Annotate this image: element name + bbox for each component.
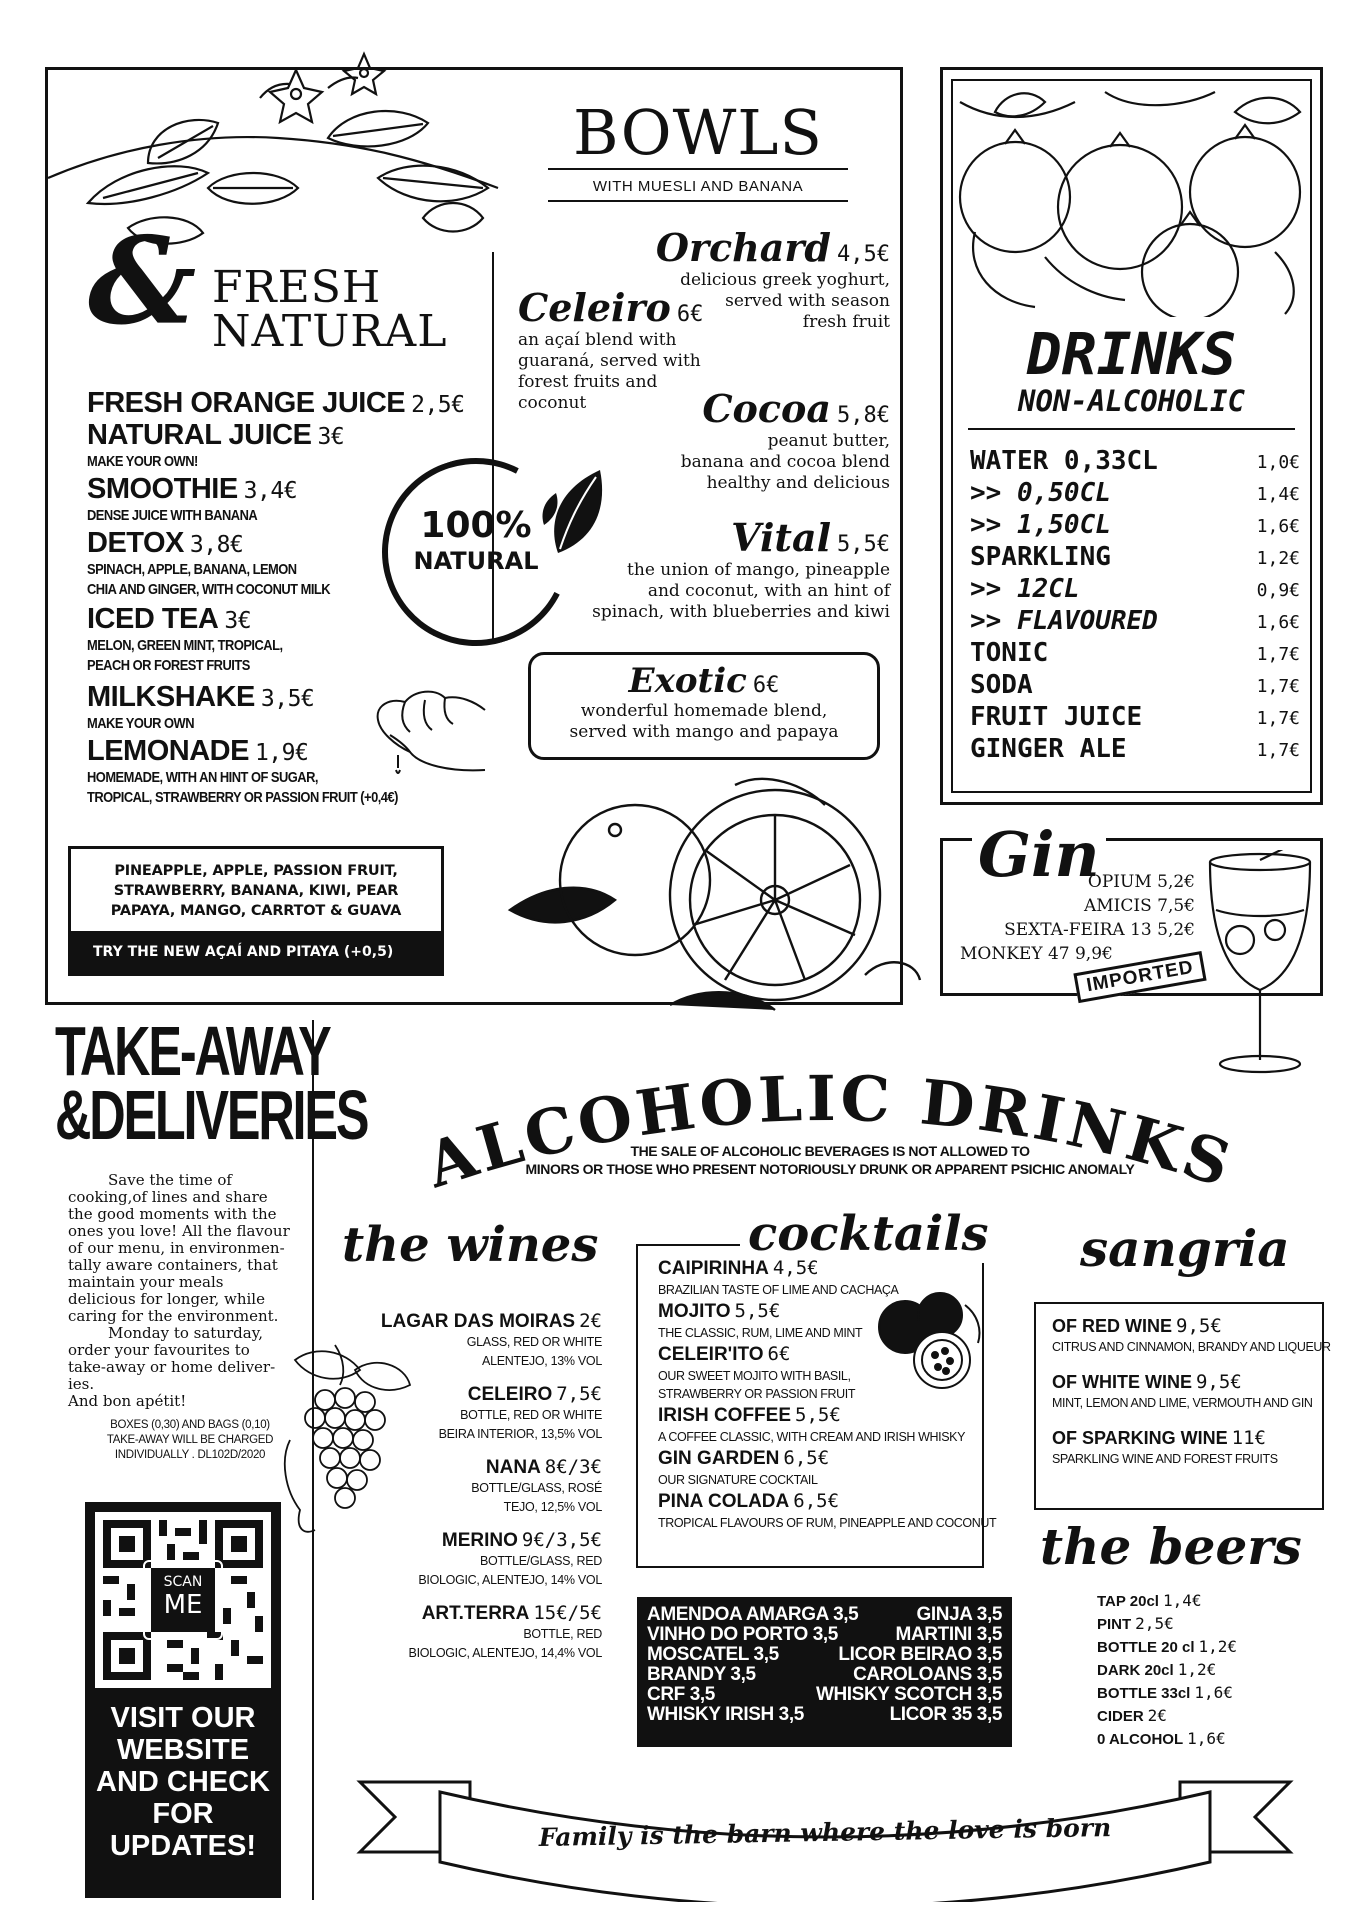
fruits-line: PINEAPPLE, APPLE, PASSION FRUIT,	[114, 863, 398, 879]
bowls-rule-top	[548, 168, 848, 170]
drink-price: 1,6€	[1256, 516, 1300, 537]
cocktails-title: cocktails	[740, 1205, 997, 1263]
takeaway-line: caring for the environment.	[68, 1307, 279, 1325]
spirit-item: VINHO DO PORTO 3,5	[647, 1624, 838, 1645]
beer-price: 1,2€	[1198, 1637, 1238, 1656]
list-item	[87, 474, 387, 526]
wine-name: NANA	[485, 1457, 541, 1478]
list-item	[970, 510, 1300, 542]
fresh-title-line1: FRESH	[212, 262, 382, 313]
fruits-line: STRAWBERRY, BANANA, KIWI, PEAR	[113, 883, 399, 899]
bowl-desc: coconut	[518, 393, 587, 413]
list-item	[970, 542, 1300, 574]
drink-price: 1,7€	[1256, 740, 1300, 761]
qr-scan-label	[143, 1560, 223, 1640]
bowl-desc: guaraná, served with	[518, 351, 701, 371]
sangria-name: OF RED WINE	[1052, 1316, 1172, 1336]
drinks-title: DRINKS	[1026, 320, 1237, 388]
spirit-item: MARTINI 3,5	[895, 1624, 1002, 1645]
item-name: DETOX	[87, 527, 184, 559]
list-item	[1052, 1426, 1322, 1468]
beers-title: the beers	[1040, 1517, 1302, 1576]
item-desc: DENSE JUICE WITH BANANA	[87, 507, 258, 524]
sangria-desc: SPARKLING WINE AND FOREST FRUITS	[1052, 1452, 1278, 1466]
cocktail-price: 5,5€	[795, 1404, 841, 1426]
spirits-row	[647, 1665, 1002, 1685]
drink-name: >> 0,50CL	[970, 478, 1111, 508]
list-item	[970, 670, 1300, 702]
spirits-box	[637, 1597, 1012, 1747]
bowl-desc: served with mango and papaya	[569, 722, 839, 742]
fruits-note: TRY THE NEW AÇAÍ AND PITAYA (+0,5)	[71, 931, 441, 973]
list-item	[87, 604, 387, 676]
takeaway-title-line1: TAKE-AWAY	[55, 1012, 330, 1090]
beer-price: 1,6€	[1187, 1729, 1226, 1748]
gin-item: OPIUM 5,2€	[1087, 872, 1195, 892]
cocktail-name: IRISH COFFEE	[658, 1405, 792, 1426]
wine-name: MERINO	[441, 1530, 518, 1551]
item-desc: PEACH OR FOREST FRUITS	[87, 657, 250, 674]
bowl-desc: healthy and delicious	[706, 473, 890, 493]
wine-desc: BEIRA INTERIOR, 13,5% VOL	[438, 1427, 602, 1441]
list-item	[658, 1489, 997, 1532]
item-name: LEMONADE	[87, 735, 249, 767]
bowl-desc: forest fruits and	[518, 372, 658, 392]
list-item	[1097, 1636, 1297, 1659]
spirit-item: LICOR BEIRAO 3,5	[838, 1644, 1002, 1665]
note-line: TAKE-AWAY WILL BE CHARGED	[106, 1434, 274, 1446]
note-line: BOXES (0,30) AND BAGS (0,10)	[110, 1419, 270, 1431]
list-item	[87, 528, 387, 600]
wine-price: 8€/3€	[544, 1456, 602, 1478]
beer-price: 1,6€	[1194, 1683, 1233, 1702]
cocktail-desc: TROPICAL FLAVOURS OF RUM, PINEAPPLE AND COCONUT	[658, 1516, 997, 1530]
item-name: FRESH ORANGE JUICE	[87, 387, 406, 419]
list-item	[1097, 1659, 1297, 1682]
beers-list	[1097, 1590, 1297, 1751]
takeaway-line: cooking,of lines and share	[68, 1188, 268, 1206]
wine-desc: BIOLOGIC, ALENTEJO, 14,4% VOL	[408, 1646, 602, 1660]
wine-desc: TEJO, 12,5% VOL	[503, 1500, 602, 1514]
list-item	[1052, 1314, 1331, 1356]
bowl-desc: peanut butter,	[767, 431, 890, 451]
warning-line: THE SALE OF ALCOHOLIC BEVERAGES IS NOT ALLOWED TO	[630, 1143, 1030, 1159]
list-item	[1097, 1728, 1297, 1751]
spirit-item: LICOR 35 3,5	[889, 1704, 1002, 1725]
motto-text: Family is the barn where the love is born	[538, 1813, 1112, 1852]
cocktail-desc: A COFFEE CLASSIC, WITH CREAM AND IRISH WHISKY	[658, 1430, 966, 1444]
beer-price: 2€	[1147, 1706, 1167, 1725]
cocktail-name: CELEIR'ITO	[658, 1344, 764, 1365]
wine-desc: GLASS, RED OR WHITE	[466, 1335, 602, 1349]
list-item	[970, 446, 1300, 478]
cta-line: AND CHECK	[96, 1766, 270, 1798]
bowls-title: BOWLS	[573, 96, 823, 169]
list-item	[87, 387, 465, 420]
item-name: NATURAL JUICE	[87, 419, 312, 451]
bowl-desc: wonderful homemade blend,	[580, 701, 828, 721]
alcoholic-title-text: ALCOHOLIC DRINKS	[417, 1061, 1243, 1200]
item-price: 3€	[224, 608, 252, 634]
drink-price: 1,2€	[1256, 548, 1300, 569]
spirit-item: MOSCATEL 3,5	[647, 1644, 779, 1665]
list-item	[658, 1403, 978, 1446]
wine-desc: BIOLOGIC, ALENTEJO, 14% VOL	[418, 1573, 602, 1587]
cocktail-price: 6,5€	[783, 1447, 830, 1469]
item-price: 1,9€	[254, 740, 309, 766]
list-item	[87, 735, 398, 808]
bowl-desc: spinach, with blueberries and kiwi	[592, 602, 890, 622]
drink-price: 0,9€	[1256, 580, 1300, 601]
bowl-name: Cocoa	[702, 386, 832, 431]
drink-price: 1,7€	[1256, 676, 1300, 697]
sangria-box	[1034, 1302, 1331, 1510]
cocktail-desc: THE CLASSIC, RUM, LIME AND MINT	[658, 1326, 863, 1340]
cocktail-desc: OUR SWEET MOJITO WITH BASIL, STRAWBERRY OR PASSION FRUIT	[658, 1369, 856, 1401]
drink-price: 1,4€	[1256, 484, 1300, 505]
item-desc: CHIA AND GINGER, WITH COCONUT MILK	[87, 581, 331, 598]
drink-price: 1,7€	[1256, 644, 1300, 665]
sangria-price: 11€	[1231, 1427, 1266, 1449]
beer-name: PINT	[1097, 1616, 1132, 1633]
beer-name: CIDER	[1097, 1708, 1144, 1725]
spirit-item: WHISKY IRISH 3,5	[647, 1704, 804, 1725]
qr-me-text: ME	[163, 1590, 203, 1620]
wine-desc: BOTTLE, RED OR WHITE	[460, 1408, 602, 1422]
fruits-line: PAPAYA, MANGO, CARRTOT & GUAVA	[110, 903, 402, 919]
wine-price: 15€/5€	[533, 1602, 602, 1624]
alcohol-warning	[400, 1142, 1260, 1178]
bowl-name: Exotic	[628, 661, 747, 701]
bowl-desc: fresh fruit	[802, 312, 890, 332]
takeaway-line: Save the time of	[108, 1171, 232, 1189]
item-price: 2,5€	[411, 392, 465, 418]
cocktail-name: CAIPIRINHA	[658, 1258, 769, 1279]
cocktail-name: PINA COLADA	[658, 1491, 790, 1512]
list-item	[970, 734, 1300, 766]
list-item	[970, 702, 1300, 734]
wines-title: the wines	[342, 1217, 599, 1273]
spirit-item: GINJA 3,5	[916, 1604, 1002, 1625]
item-price: 3,4€	[243, 478, 298, 504]
sangria-desc: CITRUS AND CINNAMON, BRANDY AND LIQUEUR	[1052, 1340, 1331, 1354]
orange-illustration	[505, 775, 925, 1015]
beer-price: 2,5€	[1135, 1614, 1174, 1633]
spirit-item: CAROLOANS 3,5	[853, 1664, 1002, 1685]
item-desc: MAKE YOUR OWN	[87, 715, 195, 732]
bowl-name: Celeiro	[518, 285, 671, 330]
item-name: MILKSHAKE	[87, 681, 255, 713]
bowl-desc: delicious greek yoghurt,	[680, 270, 890, 290]
cocktail-price: 6€	[767, 1343, 791, 1365]
wine-price: 9€/3,5€	[521, 1529, 602, 1551]
cocktail-name: MOJITO	[658, 1301, 731, 1322]
takeaway-line: order your favourites to	[68, 1341, 250, 1359]
fruits-box	[68, 846, 444, 976]
beer-name: DARK 20cl	[1097, 1662, 1174, 1679]
cta-line: UPDATES!	[109, 1830, 257, 1862]
takeaway-line: take-away or home deliver-	[68, 1358, 276, 1376]
bowl-desc: the union of mango, pineapple	[627, 560, 890, 580]
drink-name: SODA	[970, 670, 1033, 700]
drink-name: >> FLAVOURED	[970, 606, 1158, 636]
item-price: 3,5€	[260, 686, 315, 712]
badge-label: NATURAL	[413, 547, 539, 575]
cocktail-price: 6,5€	[793, 1490, 840, 1512]
qr-scan-text: SCAN	[163, 1574, 203, 1590]
drink-name: GINGER ALE	[970, 734, 1127, 764]
list-item	[1097, 1682, 1297, 1705]
wine-price: 7,5€	[556, 1383, 602, 1405]
cocktail-price: 5,5€	[734, 1300, 781, 1322]
spirits-row	[647, 1705, 1002, 1725]
sangria-title: sangria	[1080, 1219, 1290, 1278]
takeaway-line: of our menu, in environmen-	[68, 1239, 285, 1257]
bowls-rule-bottom	[548, 200, 848, 202]
cocktail-price: 4,5€	[772, 1257, 819, 1279]
list-item	[370, 1602, 602, 1663]
bowl-desc: and coconut, with an hint of	[647, 581, 890, 601]
bowl-vital	[560, 515, 890, 623]
squeezing-hand-illustration	[350, 660, 490, 780]
drinks-rule	[968, 428, 1295, 430]
list-item	[970, 574, 1300, 606]
cocktail-desc: BRAZILIAN TASTE OF LIME AND CACHAÇA	[658, 1283, 899, 1297]
note-line: INDIVIDUALLY . DL102D/2020	[114, 1449, 266, 1461]
list-item	[1052, 1370, 1322, 1412]
drink-price: 1,0€	[1256, 452, 1300, 473]
item-desc: SPINACH, APPLE, BANANA, LEMON	[87, 561, 297, 578]
takeaway-line: delicious for longer, while	[68, 1290, 265, 1308]
cta-line: VISIT OUR	[110, 1702, 256, 1734]
item-price: 3€	[317, 424, 345, 450]
list-item	[87, 682, 387, 734]
list-item	[87, 420, 387, 472]
bowl-name: Orchard	[655, 225, 832, 270]
list-item	[970, 606, 1300, 638]
bowl-desc: an açaí blend with	[518, 330, 677, 350]
bowl-desc: served with season	[725, 291, 890, 311]
beer-name: BOTTLE 20 cl	[1097, 1639, 1195, 1656]
spirits-row	[647, 1645, 1002, 1665]
pomegranate-illustration	[955, 82, 1310, 317]
wine-name: LAGAR DAS MOIRAS	[380, 1311, 576, 1332]
item-name: SMOOTHIE	[87, 473, 238, 505]
spirit-item: BRANDY 3,5	[647, 1664, 756, 1685]
cta-line: FOR	[152, 1798, 214, 1830]
fresh-title-glyph: &	[88, 211, 197, 352]
beer-name: TAP 20cl	[1097, 1593, 1159, 1610]
takeaway-cta-panel[interactable]	[85, 1502, 281, 1898]
svg-text:ALCOHOLIC DRINKS	[416, 1062, 1242, 1200]
item-desc: MELON, GREEN MINT, TROPICAL,	[87, 637, 283, 654]
takeaway-line: ies.	[68, 1375, 95, 1393]
list-item	[658, 1446, 978, 1489]
spirit-item: AMENDOA AMARGA 3,5	[647, 1604, 859, 1625]
fresh-title-line2: NATURAL	[212, 306, 448, 357]
grapes-illustration	[275, 1340, 415, 1540]
bowl-price: 5,8€	[837, 403, 890, 428]
beer-price: 1,4€	[1162, 1591, 1202, 1610]
item-desc: MAKE YOUR OWN!	[87, 453, 198, 470]
list-item	[1097, 1705, 1297, 1728]
beer-name: BOTTLE 33cl	[1097, 1685, 1191, 1702]
gin-item: AMICIS 7,5€	[1083, 896, 1195, 916]
cta-text	[85, 1702, 281, 1862]
sangria-price: 9,5€	[1176, 1315, 1222, 1337]
bowl-cocoa	[560, 386, 890, 494]
list-item	[1097, 1613, 1297, 1636]
spirit-item: CRF 3,5	[647, 1684, 715, 1705]
wine-desc: BOTTLE/GLASS, ROSÉ	[471, 1481, 602, 1495]
exotic-box	[528, 652, 880, 760]
list-item	[1097, 1590, 1297, 1613]
wine-desc: BOTTLE, RED	[523, 1627, 602, 1641]
drink-name: WATER 0,33CL	[970, 446, 1158, 476]
passion-fruit-illustration	[870, 1285, 985, 1395]
spirits-row	[647, 1605, 1002, 1625]
takeaway-line: tally aware containers, that	[68, 1256, 278, 1274]
bowl-desc: banana and cocoa blend	[680, 452, 890, 472]
drink-name: SPARKLING	[970, 542, 1111, 572]
wine-desc: BOTTLE/GLASS, RED	[479, 1554, 602, 1568]
bowl-name: Vital	[731, 515, 832, 560]
item-name: ICED TEA	[87, 603, 219, 635]
bowls-subtitle: WITH MUESLI AND BANANA	[592, 178, 804, 195]
takeaway-title-line2: &DELIVERIES	[55, 1076, 368, 1154]
takeaway-line: ones you love! All the flavour	[68, 1222, 290, 1240]
sangria-name: OF WHITE WINE	[1052, 1372, 1192, 1392]
wine-name: CELEIRO	[467, 1384, 553, 1405]
spirits-row	[647, 1625, 1002, 1645]
bowls-divider	[492, 252, 494, 642]
takeaway-line: maintain your meals	[68, 1273, 224, 1291]
drink-name: >> 1,50CL	[970, 510, 1111, 540]
sangria-name: OF SPARKING WINE	[1052, 1428, 1228, 1448]
cocktail-name: GIN GARDEN	[658, 1448, 780, 1469]
beer-name: 0 ALCOHOL	[1097, 1731, 1184, 1748]
sangria-desc: MINT, LEMON AND LIME, VERMOUTH AND GIN	[1052, 1396, 1313, 1410]
bowl-price: 6€	[752, 673, 780, 698]
gin-title: Gin	[972, 820, 1106, 890]
imported-stamp: IMPORTED	[1073, 951, 1207, 1003]
drink-name: FRUIT JUICE	[970, 702, 1143, 732]
takeaway-line: the good moments with the	[68, 1205, 277, 1223]
item-desc: TROPICAL, STRAWBERRY OR PASSION FRUIT (+0,4€)	[87, 789, 398, 806]
beer-price: 1,2€	[1177, 1660, 1217, 1679]
cta-line: WEBSITE	[116, 1734, 250, 1766]
wine-desc: ALENTEJO, 13% VOL	[482, 1354, 602, 1368]
badge-percent: 100%	[420, 505, 532, 546]
gin-item: MONKEY 47 9,9€	[960, 944, 1113, 964]
spirits-row	[647, 1685, 1002, 1705]
bowl-price: 6€	[676, 302, 704, 327]
warning-line: MINORS OR THOSE WHO PRESENT NOTORIOUSLY DRUNK OR APPARENT PSICHIC ANOMALY	[525, 1161, 1135, 1177]
item-desc: HOMEMADE, WITH AN HINT OF SUGAR,	[87, 769, 318, 786]
takeaway-line: And bon apétit!	[68, 1392, 187, 1410]
takeaway-note	[75, 1418, 305, 1463]
cocktail-desc: OUR SIGNATURE COCKTAIL	[658, 1473, 818, 1487]
sangria-price: 9,5€	[1195, 1371, 1242, 1393]
list-item	[970, 638, 1300, 670]
takeaway-line: Monday to saturday,	[108, 1324, 263, 1342]
drink-name: >> 12CL	[970, 574, 1080, 604]
spirit-item: WHISKY SCOTCH 3,5	[815, 1684, 1002, 1705]
item-price: 3,8€	[189, 532, 244, 558]
gin-item: SEXTA-FEIRA 13 5,2€	[1004, 920, 1195, 940]
wine-price: 2€	[579, 1310, 602, 1332]
bowl-price: 4,5€	[837, 242, 890, 267]
drinks-subtitle: NON-ALCOHOLIC	[1018, 384, 1245, 418]
drink-price: 1,6€	[1256, 612, 1300, 633]
drink-name: TONIC	[970, 638, 1049, 668]
wine-name: ART.TERRA	[421, 1603, 530, 1624]
bowl-price: 5,5€	[837, 532, 890, 557]
drink-price: 1,7€	[1256, 708, 1300, 729]
list-item	[970, 478, 1300, 510]
